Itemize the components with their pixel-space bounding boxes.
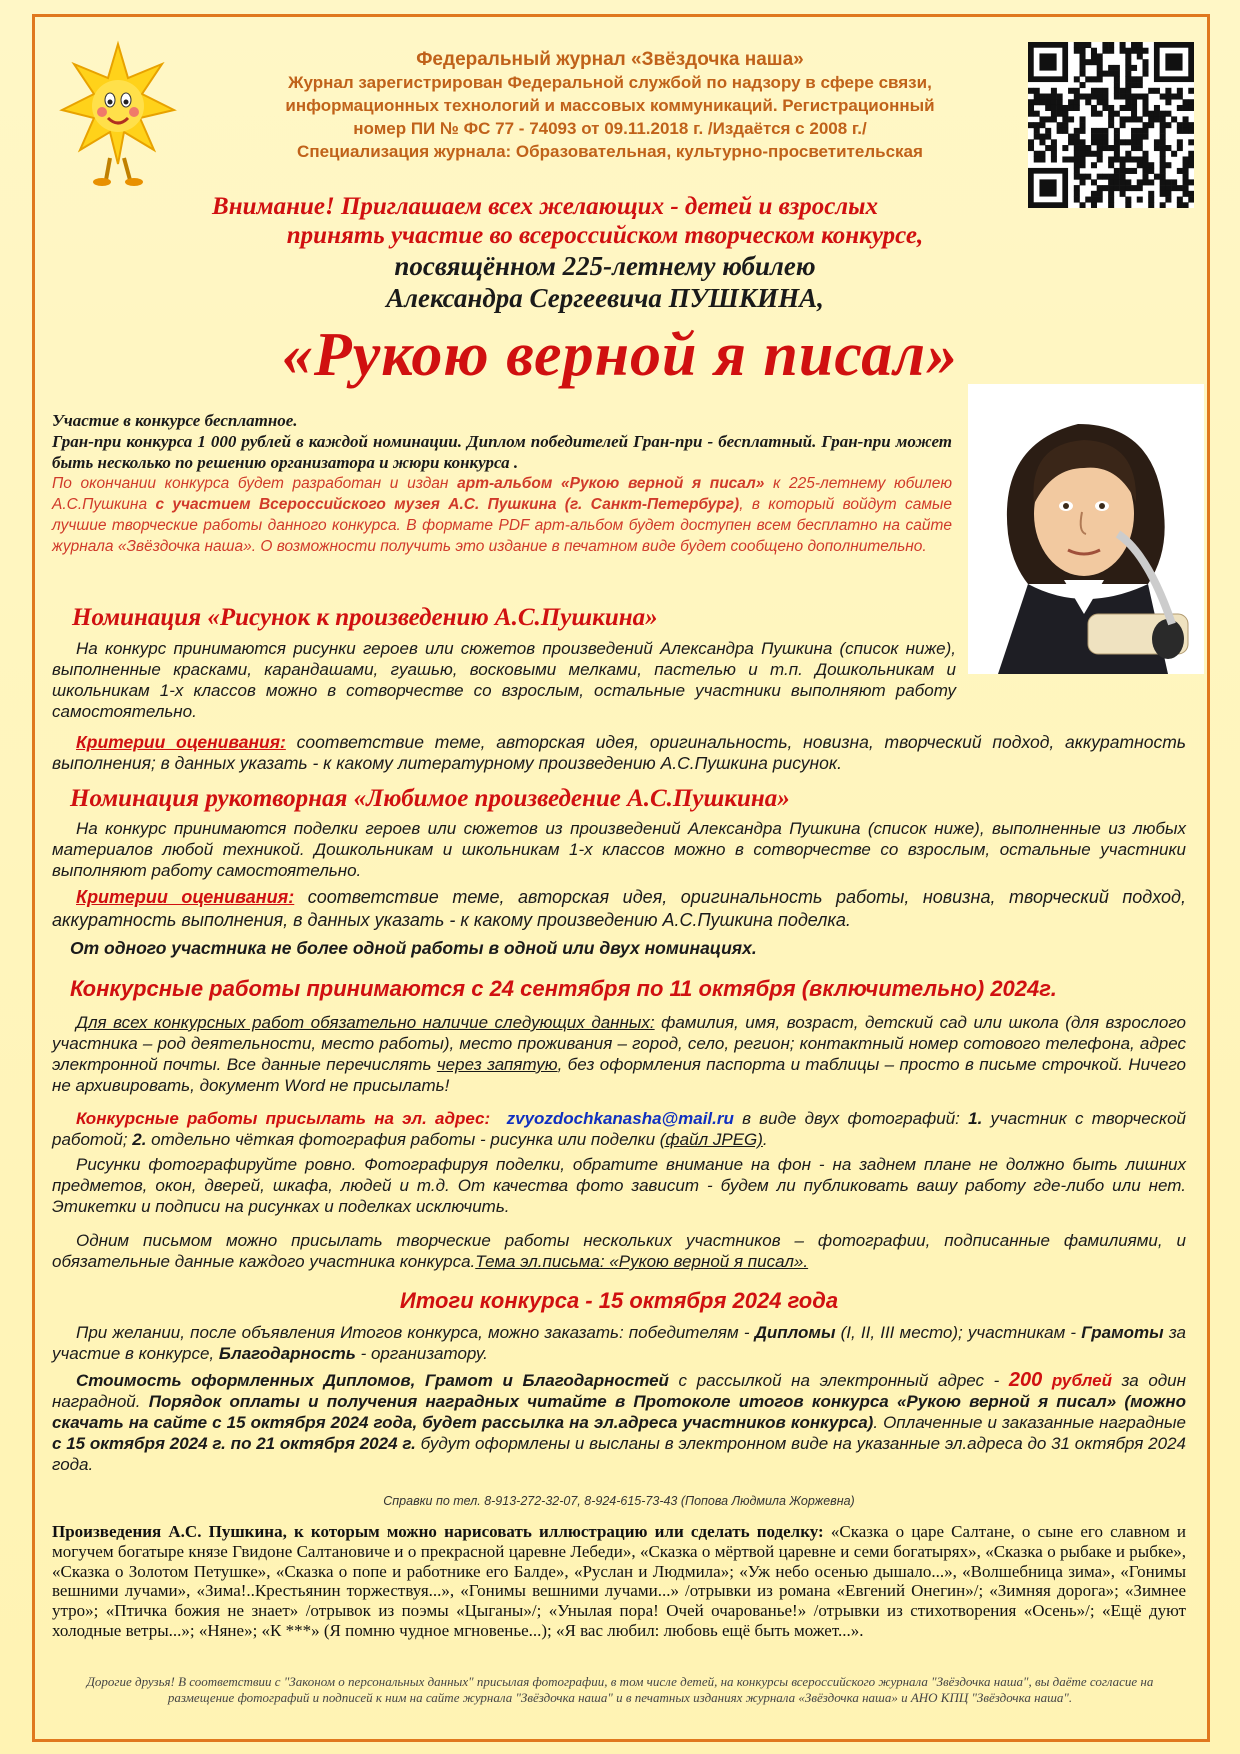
qr-code-icon [1028,42,1194,208]
cost-text-4: будут оформлены и высланы в электронном виде на указанные эл.адреса [415,1434,1028,1453]
cost-text [52,1370,1186,1475]
intro-grandprix: Гран-при конкурса 1 000 рублей в каждой номинации. Диплом победителей Гран-при - бесплатный. Гран-при может быть несколько по решению организатора и жюри конкурса . [52,432,952,472]
header-registration-1: Журнал зарегистрирован Федеральной службой по надзору в сфере связи, [288,73,932,92]
results-text-3: за участие в конкурсе, [52,1323,1187,1363]
nomination-1-criteria-text: соответствие теме, авторская идея, оригинальность, новизна, творческий подход, аккуратность выполнения; в данных указать - к какому литературному произведению А.С.Пушкина рисунок. [52,732,1186,773]
send-instructions [52,1108,1186,1150]
pushkin-portrait-icon [968,384,1204,674]
cost-dates-2: до 31 октября 2024 года [52,1434,1186,1474]
invite-line-1: Внимание! Приглашаем всех желающих - детей и взрослых [212,193,878,220]
nomination-2-criteria-label: Критерии оценивания: [76,887,295,907]
cost-dates-1: с 15 октября 2024 г. по 21 октября 2024 г. [52,1434,416,1453]
send-email-link[interactable]: zvyozdochkanasha@mail.ru [506,1109,734,1128]
intro-album-name: арт-альбом «Рукою верной я писал» [457,475,765,492]
nomination-2-title: Номинация рукотворная «Любимое произведение А.С.Пушкина» [70,785,790,812]
cost-price-currency: рублей [1042,1371,1112,1390]
letter-subject: Тема эл.письма: «Рукою верной я писал». [475,1252,809,1271]
nomination-2-criteria [52,886,1186,932]
footer-privacy-notice: Дорогие друзья! В соответствии с "Законом о персональных данных" присылая фотографии, в том числе детей, на конкурсы всероссийского журнала "Звёздочка наша", вы даёте согласие на размещение фотографий и подписей к ним на сайте журнала "Звёздочка наша" и в печатных изданиях журнала «Звёздочка наша» и АНО КПЦ "Звёздочка наша". [86,1674,1154,1705]
contest-title: «Рукою верной я писал» [281,321,959,389]
header-block [200,48,1020,163]
send-num-1: 1. [968,1109,983,1128]
nomination-1-criteria [52,732,1186,774]
cost-text-5: . [88,1455,94,1474]
send-text-4: . [762,1130,768,1149]
send-text-3: отдельно чёткая фотография работы - рисунка или поделки [146,1130,660,1149]
cost-text-3: . Оплаченные и заказанные наградные [873,1413,1186,1432]
data-requirements-text-2: , без оформления паспорта и таблицы – просто в письме строчкой. Ничего не архивировать, документ Word не присылать! [52,1055,1186,1095]
invite-line-2: принять участие во всероссийском творческом конкурсе, [286,222,924,249]
results-gramoty: Грамоты [1081,1323,1164,1342]
nomination-2-note: От одного участника не более одной работы в одной или двух номинациях. [70,938,757,958]
header-registration-3: номер ПИ № ФС 77 - 74093 от 09.11.2018 г. /Издаётся с 2008 г./ [353,119,867,138]
cost-order-info: Порядок оплаты и получения наградных читайте в Протоколе итогов конкурса «Рукою верной я писал» (можно скачать на сайте с 15 октября 2024 года, будет рассылка на эл.адреса участников конкурса) [52,1392,1186,1432]
intro-block [52,410,952,557]
data-requirements [52,1012,1186,1096]
results-blagodarnost: Благодарность [218,1344,356,1363]
intro-album-text-1: По окончании конкурса будет разработан и издан [52,475,458,492]
letter-rules [52,1230,1186,1272]
photo-rules: Рисунки фотографируйте ровно. Фотографируя поделки, обратите внимание на фон - на заднем плане не должно быть лишних предметов, окон, дверей, шкафа, людей и т.д. От качества фото зависит - будем ли публиковать вашу работу где-либо или нет. Этикетки и подписи на рисунках и поделках исключить. [52,1155,1186,1216]
nomination-2-criteria-text: соответствие теме, авторская идея, оригинальность работы, новизна, творческий подход, аккуратность выполнения, в данных указать - к какому произведению А.С.Пушкина поделка. [52,887,1186,930]
results-diplomas: Дипломы [754,1323,836,1342]
results-text-4: - организатору. [355,1344,488,1363]
works-list [52,1522,1186,1641]
results-text [52,1322,1186,1364]
invite-line-4: Александра Сергеевича ПУШКИНА, [386,283,824,313]
header-journal-name: Федеральный журнал «Звёздочка наша» [416,49,804,70]
nomination-2-text: На конкурс принимаются поделки героев или сюжетов из произведений Александра Пушкина (список ниже), выполненные из любых материалов любой техникой. Дошкольникам и школьникам 1-х классов можно в сотворчестве со взрослым, остальные участники выполняют работу самостоятельно. [52,819,1186,880]
star-mascot-icon [58,40,178,190]
header-specialization: Специализация журнала: Образовательная, культурно-просветительская [297,142,923,161]
send-label: Конкурсные работы присылать на эл. адрес: [76,1109,491,1128]
nomination-1-title: Номинация «Рисунок к произведению А.С.Пушкина» [72,604,658,631]
intro-album [52,473,952,557]
intro-album-text-2: к 225-летнему юбилею А.С.Пушкина [52,475,952,513]
works-list-items: «Сказка о царе Салтане, о сыне его славном и могучем богатыре князе Гвидоне Салтановиче и о прекрасной царевне Лебеди», «Сказка о мёртвой царевне и семи богатырях», «Сказка о рыбаке и рыбке», «Сказка о Золотом Петушке», «Сказка о попе и работнике его Балде», «Руслан и Людмила»; «Уж небо осенью дышало...», «Волшебница зима», «Гонимы вешними лучами», «Зима!..Крестьянин торжествуя...», «Гонимы вешними лучами...» /отрывки из романа «Евгений Онегин»/; «Зимняя дорога»; «Зимнее утро»; «Птичка божия не знает» /отрывок из поэмы «Цыганы»/; «Унылая пора! Очей очарованье!» /отрывки из стихотворения «Осень»/; «Ещё дуют холодные ветры...»; «Няне»; «К ***» (Я помню чудное мгновенье...); «Я вас любил: любовь ещё быть может...». [52,1522,1186,1640]
works-list-label: Произведения А.С. Пушкина, к которым можно нарисовать иллюстрацию или сделать поделку: [52,1522,824,1541]
intro-album-museum: с участием Всероссийского музея А.С. Пушкина (г. Санкт-Петербург) [155,496,740,513]
send-num-2: 2. [132,1130,147,1149]
nomination-1-criteria-label: Критерии оценивания: [76,732,286,752]
results-text-2: (I, II, III место); участникам - [835,1323,1082,1342]
cost-title: Стоимость оформленных Дипломов, Грамот и Благодарностей [76,1371,669,1390]
data-requirements-comma: через запятую [436,1055,558,1074]
results-title: Итоги конкурса - 15 октября 2024 года [399,1288,839,1313]
intro-album-text-3: , в который войдут самые лучшие творческие работы данного конкурса. В формате PDF арт-альбом будет доступен всем бесплатно на сайте журнала «Звёздочка наша». О возможности получить это издание в печатном виде будет сообщено дополнительно. [52,496,953,555]
data-requirements-label: Для всех конкурсных работ обязательно наличие следующих данных: [76,1013,655,1032]
cost-text-1: с рассылкой на электронный адрес - [668,1371,1009,1390]
send-text-2: участник с творческой работой; [52,1109,1186,1149]
intro-free: Участие в конкурсе бесплатное. [52,411,298,430]
contacts-phone: Справки по тел. 8-913-272-32-07, 8-924-615-73-43 (Попова Людмила Жоржевна) [383,1494,855,1508]
nomination-1-text: На конкурс принимаются рисунки героев или сюжетов произведений Александра Пушкина (список ниже), выполненные красками, карандашами, гуашью, восковыми мелками, пастелью и т.п. Дошкольникам и школьникам 1-х классов можно в сотворчестве со взрослым, остальные участники выполняют работу самостоятельно. [52,639,956,721]
send-file-type: (файл JPEG) [659,1130,763,1149]
data-requirements-text-1: фамилия, имя, возраст, детский сад или школа (для взрослого участника – род деятельности, место работы), место проживания – город, село, регион; контактный номер сотового телефона, адрес электронной почты. Все данные перечислять [52,1013,1186,1074]
cost-text-2: за один наградной. [52,1371,1186,1411]
header-registration-2: информационных технологий и массовых коммуникаций. Регистрационный [285,96,935,115]
letter-text: Одним письмом можно присылать творческие работы нескольких участников – фотографии, подписанные фамилиями, и обязательные данные каждого участника конкурса. [52,1231,1186,1271]
invite-line-3: посвящённом 225-летнему юбилею [394,251,816,281]
send-text-1: в виде двух фотографий: [733,1109,969,1128]
cost-price-number: 200 [1008,1369,1043,1391]
submission-dates: Конкурсные работы принимаются с 24 сентября по 11 октября (включительно) 2024г. [70,976,1057,1001]
results-text-1: При желании, после объявления Итогов конкурса, можно заказать: победителям - [76,1323,755,1342]
